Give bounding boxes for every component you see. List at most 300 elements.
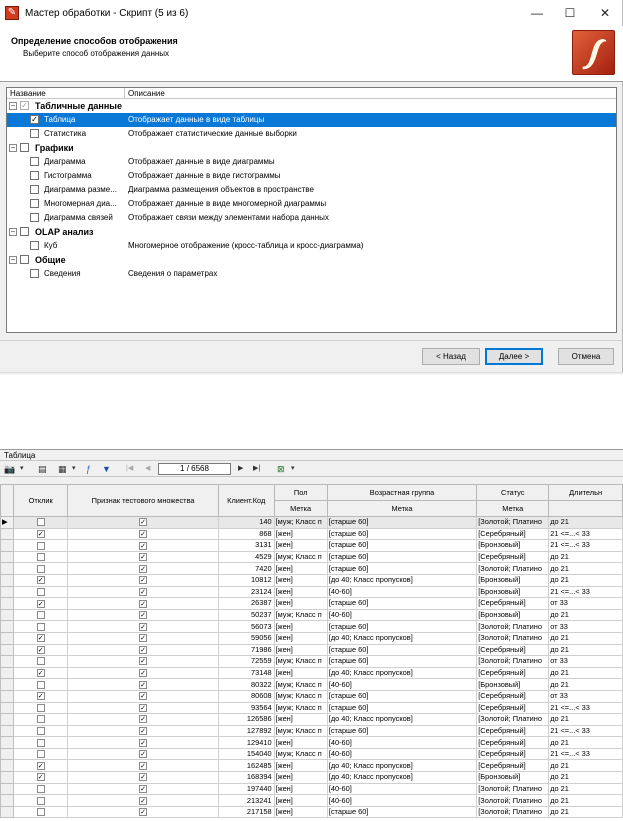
click-cell[interactable] bbox=[14, 806, 68, 818]
group-checkbox[interactable]: ✓ bbox=[21, 101, 28, 110]
test-flag-cell[interactable] bbox=[68, 517, 219, 529]
click-cell[interactable] bbox=[14, 737, 68, 749]
tree-item-row[interactable] bbox=[7, 239, 616, 253]
click-cell[interactable] bbox=[14, 598, 68, 610]
age-group-cell: [старше 60] bbox=[327, 551, 476, 563]
sex-cell: [жен] bbox=[274, 714, 327, 726]
test-flag-cell[interactable] bbox=[68, 737, 219, 749]
item-checkbox[interactable] bbox=[30, 171, 39, 180]
column-header-description[interactable]: Описание bbox=[128, 89, 165, 98]
item-label: Многомерная диа... bbox=[44, 199, 117, 208]
table-row[interactable] bbox=[1, 517, 623, 529]
table-row[interactable] bbox=[1, 551, 623, 563]
checkbox[interactable]: ✓ bbox=[140, 716, 147, 724]
click-cell[interactable] bbox=[14, 667, 68, 679]
table-row[interactable] bbox=[1, 806, 623, 818]
test-flag-cell[interactable] bbox=[68, 795, 219, 807]
excel-export-icon[interactable]: ⊠ bbox=[277, 464, 285, 474]
test-flag-cell[interactable] bbox=[68, 551, 219, 563]
age-group-cell: [до 40; Класс пропусков] bbox=[327, 632, 476, 644]
sex-cell: [муж; Класс п bbox=[274, 551, 327, 563]
checkbox[interactable]: ✓ bbox=[140, 809, 147, 817]
table-row[interactable] bbox=[1, 632, 623, 644]
item-checkbox[interactable] bbox=[30, 129, 39, 138]
duration-cell: до 21 bbox=[549, 795, 623, 807]
column-header-client-code[interactable]: Клиент.Код bbox=[218, 485, 274, 517]
client-code-cell: 59056 bbox=[218, 632, 274, 644]
checkbox[interactable]: ✓ bbox=[140, 786, 147, 793]
checkbox[interactable] bbox=[37, 553, 45, 561]
item-checkbox[interactable] bbox=[30, 157, 39, 166]
row-indicator[interactable] bbox=[1, 795, 14, 807]
duration-cell: 21 <=...< 33 bbox=[549, 748, 623, 760]
checkbox[interactable] bbox=[37, 611, 45, 619]
age-group-cell: [старше 60] bbox=[327, 644, 476, 656]
test-flag-cell[interactable] bbox=[68, 806, 219, 818]
age-group-cell: [40-60] bbox=[327, 679, 476, 691]
checkbox[interactable]: ✓ bbox=[37, 577, 44, 585]
sex-cell: [жен] bbox=[274, 563, 327, 575]
age-group-cell: [40-60] bbox=[327, 609, 476, 621]
column-header-click[interactable]: Отклик bbox=[14, 485, 68, 517]
tree-group-row[interactable] bbox=[7, 141, 616, 155]
test-flag-cell[interactable] bbox=[68, 656, 219, 668]
checkbox[interactable] bbox=[37, 750, 45, 758]
client-code-cell: 56073 bbox=[218, 621, 274, 633]
checkbox[interactable]: ✓ bbox=[37, 670, 44, 678]
table-window-title: Таблица bbox=[0, 450, 623, 461]
click-cell[interactable] bbox=[14, 632, 68, 644]
age-group-cell: [40-60] bbox=[327, 737, 476, 749]
item-description: Отображает связи между элементами набора данных bbox=[128, 213, 329, 222]
checkbox[interactable]: ✓ bbox=[140, 635, 147, 643]
status-cell: [Бронзовый] bbox=[477, 679, 549, 691]
age-group-cell: [старше 60] bbox=[327, 540, 476, 552]
item-label: Таблица bbox=[44, 115, 76, 124]
client-code-cell: 127892 bbox=[218, 725, 274, 737]
table-row[interactable] bbox=[1, 737, 623, 749]
column-header-age-group[interactable]: Возрастная группа bbox=[327, 485, 476, 501]
next-button[interactable]: Далее > bbox=[485, 348, 543, 365]
item-description: Отображает данные в виде таблицы bbox=[128, 115, 265, 124]
table-row[interactable] bbox=[1, 656, 623, 668]
age-group-cell: [40-60] bbox=[327, 795, 476, 807]
test-flag-cell[interactable] bbox=[68, 621, 219, 633]
filter-icon[interactable]: ▼ bbox=[102, 464, 111, 474]
collapse-icon[interactable]: − bbox=[10, 101, 16, 110]
sex-cell: [жен] bbox=[274, 772, 327, 784]
item-description: Отображает данные в виде диаграммы bbox=[128, 157, 275, 166]
checkbox[interactable]: ✓ bbox=[140, 762, 147, 770]
table-row[interactable] bbox=[1, 702, 623, 714]
click-cell[interactable] bbox=[14, 679, 68, 691]
title-bar bbox=[0, 0, 622, 26]
client-code-cell: 126586 bbox=[218, 714, 274, 726]
status-cell: [Серебряный] bbox=[477, 667, 549, 679]
row-indicator[interactable] bbox=[1, 632, 14, 644]
sex-cell: [муж; Класс п bbox=[274, 517, 327, 529]
checkbox[interactable]: ✓ bbox=[140, 519, 147, 527]
click-cell[interactable] bbox=[14, 528, 68, 540]
column-header-sex[interactable]: Пол bbox=[274, 485, 327, 501]
checkbox[interactable] bbox=[37, 727, 45, 735]
tree-item-row[interactable] bbox=[7, 183, 616, 197]
checkbox[interactable]: ✓ bbox=[140, 612, 147, 620]
column-header-duration[interactable]: Длительн bbox=[549, 485, 623, 501]
row-indicator[interactable] bbox=[1, 574, 14, 586]
click-cell[interactable] bbox=[14, 517, 68, 529]
client-code-cell: 93564 bbox=[218, 702, 274, 714]
item-checkbox[interactable] bbox=[30, 213, 39, 222]
checkbox[interactable] bbox=[37, 739, 45, 747]
display-methods-tree[interactable] bbox=[6, 87, 617, 333]
checkbox[interactable] bbox=[37, 681, 45, 689]
item-checkbox[interactable] bbox=[30, 199, 39, 208]
row-indicator[interactable] bbox=[1, 621, 14, 633]
click-cell[interactable] bbox=[14, 760, 68, 772]
checkbox[interactable]: ✓ bbox=[140, 670, 147, 678]
group-checkbox[interactable] bbox=[20, 255, 29, 264]
group-label: Табличные данные bbox=[35, 101, 122, 111]
age-group-cell: [старше 60] bbox=[327, 806, 476, 818]
row-indicator[interactable] bbox=[1, 563, 14, 575]
sex-cell: [жен] bbox=[274, 667, 327, 679]
column-header-test-flag[interactable]: Признак тестового множества bbox=[68, 485, 219, 517]
dropdown-arrow-icon[interactable]: ▾ bbox=[20, 465, 24, 472]
row-indicator[interactable] bbox=[1, 598, 14, 610]
checkbox[interactable]: ✓ bbox=[37, 646, 44, 654]
click-cell[interactable] bbox=[14, 586, 68, 598]
row-indicator[interactable] bbox=[1, 656, 14, 668]
row-indicator[interactable] bbox=[1, 667, 14, 679]
duration-cell: до 21 bbox=[549, 563, 623, 575]
checkbox[interactable]: ✓ bbox=[140, 565, 147, 573]
table-row[interactable] bbox=[1, 667, 623, 679]
test-flag-cell[interactable] bbox=[68, 609, 219, 621]
sex-cell: [муж; Класс п bbox=[274, 656, 327, 668]
row-indicator[interactable] bbox=[1, 772, 14, 784]
subheader-label bbox=[549, 501, 623, 517]
duration-cell: от 33 bbox=[549, 656, 623, 668]
checkbox[interactable] bbox=[37, 704, 45, 712]
status-cell: [Золотой; Платино bbox=[477, 714, 549, 726]
function-icon[interactable]: ƒ bbox=[86, 464, 92, 474]
age-group-cell: [40-60] bbox=[327, 748, 476, 760]
click-cell[interactable] bbox=[14, 551, 68, 563]
table-row[interactable] bbox=[1, 644, 623, 656]
item-checkbox[interactable]: ✓ bbox=[31, 115, 38, 124]
last-page-icon[interactable]: ▶| bbox=[253, 465, 261, 472]
status-cell: [Золотой; Платино bbox=[477, 621, 549, 633]
checkbox[interactable] bbox=[37, 715, 45, 723]
test-flag-cell[interactable] bbox=[68, 563, 219, 575]
tree-group-row[interactable] bbox=[7, 225, 616, 239]
item-description: Диаграмма размещения объектов в пространстве bbox=[128, 185, 314, 194]
tree-item-row[interactable] bbox=[7, 197, 616, 211]
tree-item-row[interactable] bbox=[7, 169, 616, 183]
click-cell[interactable] bbox=[14, 563, 68, 575]
click-cell[interactable] bbox=[14, 690, 68, 702]
checkbox[interactable]: ✓ bbox=[140, 623, 147, 631]
checkbox[interactable]: ✓ bbox=[37, 635, 44, 643]
test-flag-cell[interactable] bbox=[68, 714, 219, 726]
item-label: Гистограмма bbox=[44, 171, 92, 180]
tree-group-row[interactable] bbox=[7, 99, 616, 113]
minimize-button[interactable]: — bbox=[531, 6, 543, 20]
row-indicator[interactable] bbox=[1, 609, 14, 621]
duration-cell: до 21 bbox=[549, 806, 623, 818]
duration-cell: до 21 bbox=[549, 737, 623, 749]
checkbox[interactable]: ✓ bbox=[37, 600, 44, 608]
duration-cell: до 21 bbox=[549, 772, 623, 784]
status-cell: [Серебряный] bbox=[477, 702, 549, 714]
table-row[interactable] bbox=[1, 690, 623, 702]
status-cell: [Бронзовый] bbox=[477, 772, 549, 784]
table-row[interactable] bbox=[1, 598, 623, 610]
test-flag-cell[interactable] bbox=[68, 644, 219, 656]
checkbox[interactable] bbox=[37, 808, 45, 816]
row-indicator[interactable] bbox=[1, 528, 14, 540]
camera-icon[interactable]: 📷 bbox=[4, 464, 16, 474]
close-button[interactable]: ✕ bbox=[599, 6, 611, 20]
test-flag-cell[interactable] bbox=[68, 690, 219, 702]
age-group-cell: [старше 60] bbox=[327, 702, 476, 714]
client-code-cell: 80322 bbox=[218, 679, 274, 691]
test-flag-cell[interactable] bbox=[68, 540, 219, 552]
back-button[interactable]: < Назад bbox=[422, 348, 480, 365]
client-code-cell: 73148 bbox=[218, 667, 274, 679]
checkbox[interactable] bbox=[37, 623, 45, 631]
checkbox[interactable] bbox=[37, 565, 45, 573]
test-flag-cell[interactable] bbox=[68, 528, 219, 540]
test-flag-cell[interactable] bbox=[68, 772, 219, 784]
checkbox[interactable] bbox=[37, 588, 45, 596]
click-cell[interactable] bbox=[14, 783, 68, 795]
duration-cell: от 33 bbox=[549, 690, 623, 702]
checkbox[interactable]: ✓ bbox=[140, 658, 147, 666]
column-header-name[interactable]: Название bbox=[7, 88, 125, 98]
table-row[interactable] bbox=[1, 725, 623, 737]
group-label: OLAP анализ bbox=[35, 227, 94, 237]
row-indicator[interactable] bbox=[1, 702, 14, 714]
collapse-icon[interactable]: − bbox=[10, 255, 16, 264]
age-group-cell: [старше 60] bbox=[327, 528, 476, 540]
table-row[interactable] bbox=[1, 528, 623, 540]
test-flag-cell[interactable] bbox=[68, 574, 219, 586]
status-cell: [Серебряный] bbox=[477, 737, 549, 749]
status-cell: [Золотой; Платино bbox=[477, 795, 549, 807]
table-row[interactable] bbox=[1, 772, 623, 784]
checkbox[interactable]: ✓ bbox=[37, 762, 44, 770]
checkbox[interactable]: ✓ bbox=[37, 693, 44, 701]
client-code-cell: 162485 bbox=[218, 760, 274, 772]
checkbox[interactable]: ✓ bbox=[140, 681, 147, 689]
checkbox[interactable]: ✓ bbox=[140, 577, 147, 585]
item-description: Многомерное отображение (кросс-таблица и кросс-диаграмма) bbox=[128, 241, 364, 250]
age-group-cell: [до 40; Класс пропусков] bbox=[327, 772, 476, 784]
age-group-cell: [до 40; Класс пропусков] bbox=[327, 574, 476, 586]
table-window bbox=[0, 449, 623, 820]
test-flag-cell[interactable] bbox=[68, 679, 219, 691]
row-indicator[interactable] bbox=[1, 644, 14, 656]
wizard-header bbox=[0, 26, 623, 82]
table-row[interactable] bbox=[1, 714, 623, 726]
item-checkbox[interactable] bbox=[30, 185, 39, 194]
checkbox[interactable]: ✓ bbox=[140, 600, 147, 608]
sex-cell: [муж; Класс п bbox=[274, 690, 327, 702]
click-cell[interactable] bbox=[14, 748, 68, 760]
row-indicator[interactable] bbox=[1, 690, 14, 702]
checkbox[interactable]: ✓ bbox=[140, 751, 147, 759]
checkbox[interactable]: ✓ bbox=[37, 530, 44, 538]
checkbox[interactable]: ✓ bbox=[140, 542, 147, 550]
table-row[interactable] bbox=[1, 563, 623, 575]
click-cell[interactable] bbox=[14, 725, 68, 737]
cancel-button[interactable]: Отмена bbox=[558, 348, 614, 365]
row-indicator[interactable] bbox=[1, 725, 14, 737]
row-indicator[interactable] bbox=[1, 748, 14, 760]
age-group-cell: [старше 60] bbox=[327, 598, 476, 610]
row-indicator[interactable] bbox=[1, 760, 14, 772]
test-flag-cell[interactable] bbox=[68, 725, 219, 737]
duration-cell: до 21 bbox=[549, 644, 623, 656]
click-cell[interactable] bbox=[14, 656, 68, 668]
table-row[interactable] bbox=[1, 621, 623, 633]
column-header-status[interactable]: Статус bbox=[477, 485, 549, 501]
test-flag-cell[interactable] bbox=[68, 760, 219, 772]
duration-cell: до 21 bbox=[549, 714, 623, 726]
checkbox[interactable]: ✓ bbox=[140, 728, 147, 736]
status-cell: [Бронзовый] bbox=[477, 574, 549, 586]
test-flag-cell[interactable] bbox=[68, 783, 219, 795]
click-cell[interactable] bbox=[14, 621, 68, 633]
group-checkbox[interactable] bbox=[20, 143, 29, 152]
test-flag-cell[interactable] bbox=[68, 748, 219, 760]
checkbox[interactable]: ✓ bbox=[140, 554, 147, 562]
click-cell[interactable] bbox=[14, 574, 68, 586]
sex-cell: [жен] bbox=[274, 795, 327, 807]
row-indicator-header bbox=[1, 485, 14, 517]
checkbox[interactable] bbox=[37, 657, 45, 665]
tree-item-row[interactable] bbox=[7, 211, 616, 225]
table-row[interactable] bbox=[1, 609, 623, 621]
tree-group-row[interactable] bbox=[7, 253, 616, 267]
click-cell[interactable] bbox=[14, 609, 68, 621]
client-code-cell: 26387 bbox=[218, 598, 274, 610]
row-indicator[interactable] bbox=[1, 540, 14, 552]
age-group-cell: [старше 60] bbox=[327, 690, 476, 702]
row-indicator[interactable]: ▶ bbox=[1, 517, 14, 529]
dropdown-arrow-icon[interactable]: ▾ bbox=[291, 465, 295, 472]
table-row[interactable] bbox=[1, 748, 623, 760]
first-page-icon[interactable]: |◀ bbox=[126, 465, 134, 472]
dropdown-arrow-icon[interactable]: ▾ bbox=[72, 465, 76, 472]
test-flag-cell[interactable] bbox=[68, 702, 219, 714]
test-flag-cell[interactable] bbox=[68, 598, 219, 610]
row-indicator[interactable] bbox=[1, 679, 14, 691]
maximize-button[interactable]: ☐ bbox=[564, 6, 576, 20]
test-flag-cell[interactable] bbox=[68, 667, 219, 679]
checkbox[interactable] bbox=[37, 542, 45, 550]
row-indicator[interactable] bbox=[1, 737, 14, 749]
data-grid[interactable] bbox=[0, 484, 623, 821]
item-checkbox[interactable] bbox=[30, 241, 39, 250]
tree-item-row[interactable] bbox=[7, 127, 616, 141]
collapse-icon[interactable]: − bbox=[10, 227, 16, 236]
test-flag-cell[interactable] bbox=[68, 586, 219, 598]
tree-item-row[interactable] bbox=[7, 113, 616, 127]
checkbox[interactable]: ✓ bbox=[140, 797, 147, 805]
client-code-cell: 217158 bbox=[218, 806, 274, 818]
properties-icon[interactable]: ▤ bbox=[38, 464, 47, 474]
click-cell[interactable] bbox=[14, 540, 68, 552]
next-page-icon[interactable]: ▶ bbox=[238, 465, 244, 472]
item-label: Куб bbox=[44, 241, 58, 250]
checkbox[interactable]: ✓ bbox=[140, 774, 147, 782]
collapse-icon[interactable]: − bbox=[10, 143, 16, 152]
page-indicator[interactable]: 1 / 6568 bbox=[158, 463, 231, 475]
client-code-cell: 3131 bbox=[218, 540, 274, 552]
row-indicator[interactable] bbox=[1, 586, 14, 598]
table-row[interactable] bbox=[1, 574, 623, 586]
click-cell[interactable] bbox=[14, 644, 68, 656]
group-checkbox[interactable] bbox=[20, 227, 29, 236]
click-cell[interactable] bbox=[14, 702, 68, 714]
item-checkbox[interactable] bbox=[30, 269, 39, 278]
prev-page-icon[interactable]: ◀ bbox=[145, 465, 151, 472]
row-indicator[interactable] bbox=[1, 783, 14, 795]
client-code-cell: 71986 bbox=[218, 644, 274, 656]
item-label: Диаграмма связей bbox=[44, 213, 113, 222]
table-row[interactable] bbox=[1, 540, 623, 552]
table-row[interactable] bbox=[1, 679, 623, 691]
chart-icon[interactable]: ▦ bbox=[58, 464, 67, 474]
status-cell: [Серебряный] bbox=[477, 725, 549, 737]
client-code-cell: 23124 bbox=[218, 586, 274, 598]
table-row[interactable] bbox=[1, 783, 623, 795]
checkbox[interactable]: ✓ bbox=[140, 693, 147, 701]
row-indicator[interactable] bbox=[1, 551, 14, 563]
duration-cell: до 21 bbox=[549, 574, 623, 586]
table-row[interactable] bbox=[1, 760, 623, 772]
click-cell[interactable] bbox=[14, 795, 68, 807]
checkbox[interactable]: ✓ bbox=[140, 704, 147, 712]
checkbox[interactable] bbox=[37, 785, 45, 793]
wizard-dialog bbox=[0, 0, 623, 372]
status-cell: [Золотой; Платино bbox=[477, 806, 549, 818]
checkbox[interactable] bbox=[37, 518, 45, 526]
tree-item-row[interactable] bbox=[7, 155, 616, 169]
checkbox[interactable]: ✓ bbox=[37, 774, 44, 782]
click-cell[interactable] bbox=[14, 714, 68, 726]
click-cell[interactable] bbox=[14, 772, 68, 784]
age-group-cell: [до 40; Класс пропусков] bbox=[327, 714, 476, 726]
row-indicator[interactable] bbox=[1, 806, 14, 818]
group-label: Общие bbox=[35, 255, 66, 265]
tree-item-row[interactable] bbox=[7, 267, 616, 281]
checkbox[interactable]: ✓ bbox=[140, 588, 147, 596]
checkbox[interactable]: ✓ bbox=[140, 646, 147, 654]
table-row[interactable] bbox=[1, 795, 623, 807]
table-row[interactable] bbox=[1, 586, 623, 598]
test-flag-cell[interactable] bbox=[68, 632, 219, 644]
checkbox[interactable]: ✓ bbox=[140, 530, 147, 538]
checkbox[interactable] bbox=[37, 797, 45, 805]
duration-cell: до 21 bbox=[549, 551, 623, 563]
checkbox[interactable]: ✓ bbox=[140, 739, 147, 747]
row-indicator[interactable] bbox=[1, 714, 14, 726]
client-code-cell: 129410 bbox=[218, 737, 274, 749]
